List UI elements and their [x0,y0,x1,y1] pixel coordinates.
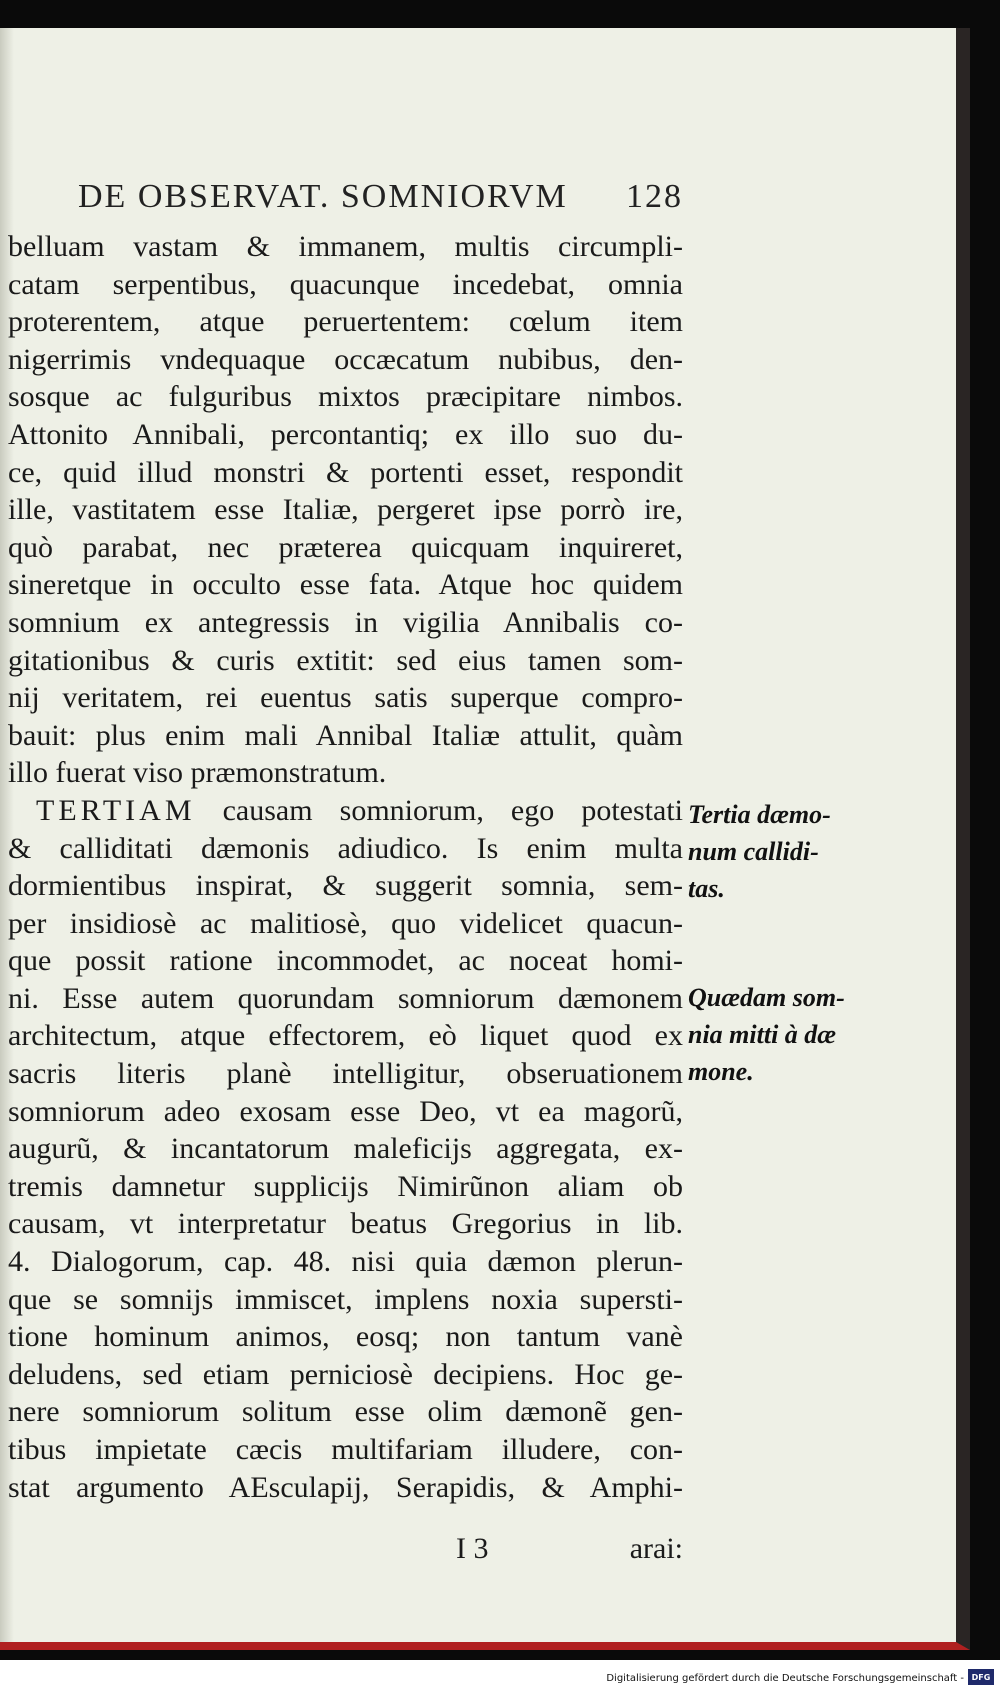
note-line: nia mitti à dæ [688,1020,837,1049]
text-line: tremis damnetur supplicijs Nimirũnon aliam ob [8,1169,683,1203]
text-line: tione hominum animos, eosq; non tantum vanè [8,1320,683,1354]
note-line: tas. [688,874,725,903]
text-line: ce, quid illud monstri & portenti esset, respondit [8,455,683,489]
marginal-note [688,979,848,1090]
text-line: dormientibus inspirat, & suggerit somnia, sem- [8,869,683,903]
text-line: nigerrimis vndequaque occæcatum nubibus, den- [8,342,683,376]
text-line: que se somnijs immiscet, implens noxia supersti- [8,1282,683,1316]
signature-mark: I 3 [456,1532,489,1565]
text-line: augurũ, & incantatorum maleficijs aggregata, ex- [8,1132,683,1166]
text-line: proterentem, atque peruertentem: cœlum item [8,305,683,339]
note-line: Tertia dæmo- [688,800,831,829]
text-line: & calliditati dæmonis adiudico. Is enim multa [8,831,683,865]
catchword: arai: [629,1532,683,1565]
text-line: sacris literis planè intelligitur, obseruationem [8,1057,683,1091]
text-line: Attonito Annibali, percontantiq; ex illo suo du- [8,417,683,451]
marginal-notes [688,796,848,1162]
body-text [8,228,683,1506]
note-line: Quædam som- [688,983,845,1012]
text-line: ille, vastitatem esse Italiæ, pergeret ipse porrò ire, [8,493,683,527]
note-line: num callidi- [688,837,819,866]
text-line: 4. Dialogorum, cap. 48. nisi quia dæmon plerun- [8,1245,683,1279]
text-line: stat argumento AEsculapij, Serapidis, & Amphi- [8,1470,683,1504]
running-head [78,178,683,216]
digitization-footer [0,1665,1000,1693]
running-head-title: DE OBSERVAT. SOMNIORVM [78,178,568,215]
text-line: quò parabat, nec præterea quicquam inquireret, [8,530,683,564]
text-line: somnium ex antegressis in vigilia Annibalis co- [8,605,683,639]
text-line: bauit: plus enim mali Annibal Italiæ attulit, quàm [8,718,683,752]
page-number: 128 [626,178,683,215]
text-line: sosque ac fulguribus mixtos præcipitare nimbos. [8,380,683,414]
text-line: sineretque in occulto esse fata. Atque hoc quidem [8,568,683,602]
dfg-logo: DFG [968,1669,994,1685]
footer-credit: Digitalisierung gefördert durch die Deutsche Forschungsgemeinschaft - [606,1673,964,1684]
text-line: tibus impietate cæcis multifariam illudere, con- [8,1433,683,1466]
text-line: architectum, atque effectorem, eò liquet quod ex [8,1019,683,1053]
text-line: nere somniorum solitum esse olim dæmonẽ gen- [8,1395,683,1429]
text-line: somniorum adeo exosam esse Deo, vt ea magorũ, [8,1094,683,1128]
lead-word: TERTIAM [36,793,196,827]
text-line: causam, vt interpretatur beatus Gregorius in lib. [8,1207,683,1241]
text-line: que possit ratione incommodet, ac noceat homi- [8,944,683,978]
text-line: illo fuerat viso præmonstratum. [8,756,387,790]
text-line: nij veritatem, rei euentus satis superque compro- [8,681,683,715]
paragraph-first-line [8,792,683,830]
text-line: gitationibus & curis extitit: sed eius tamen som- [8,643,683,677]
text-line: belluam vastam & immanem, multis circumpli- [8,230,683,263]
text-line: per insidiosè ac malitiosè, quo videlicet quacun- [8,906,683,940]
text-line: ni. Esse autem quorundam somniorum dæmonem [8,981,683,1015]
note-line: mone. [688,1057,754,1086]
text-line: deludens, sed etiam perniciosè decipiens. Hoc ge- [8,1357,683,1391]
marginal-note [688,796,848,907]
first-line-text: causam somniorum, ego potestati [195,793,683,827]
text-line: catam serpentibus, quacunque incedebat, omnia [8,267,683,301]
book-page [0,28,970,1650]
